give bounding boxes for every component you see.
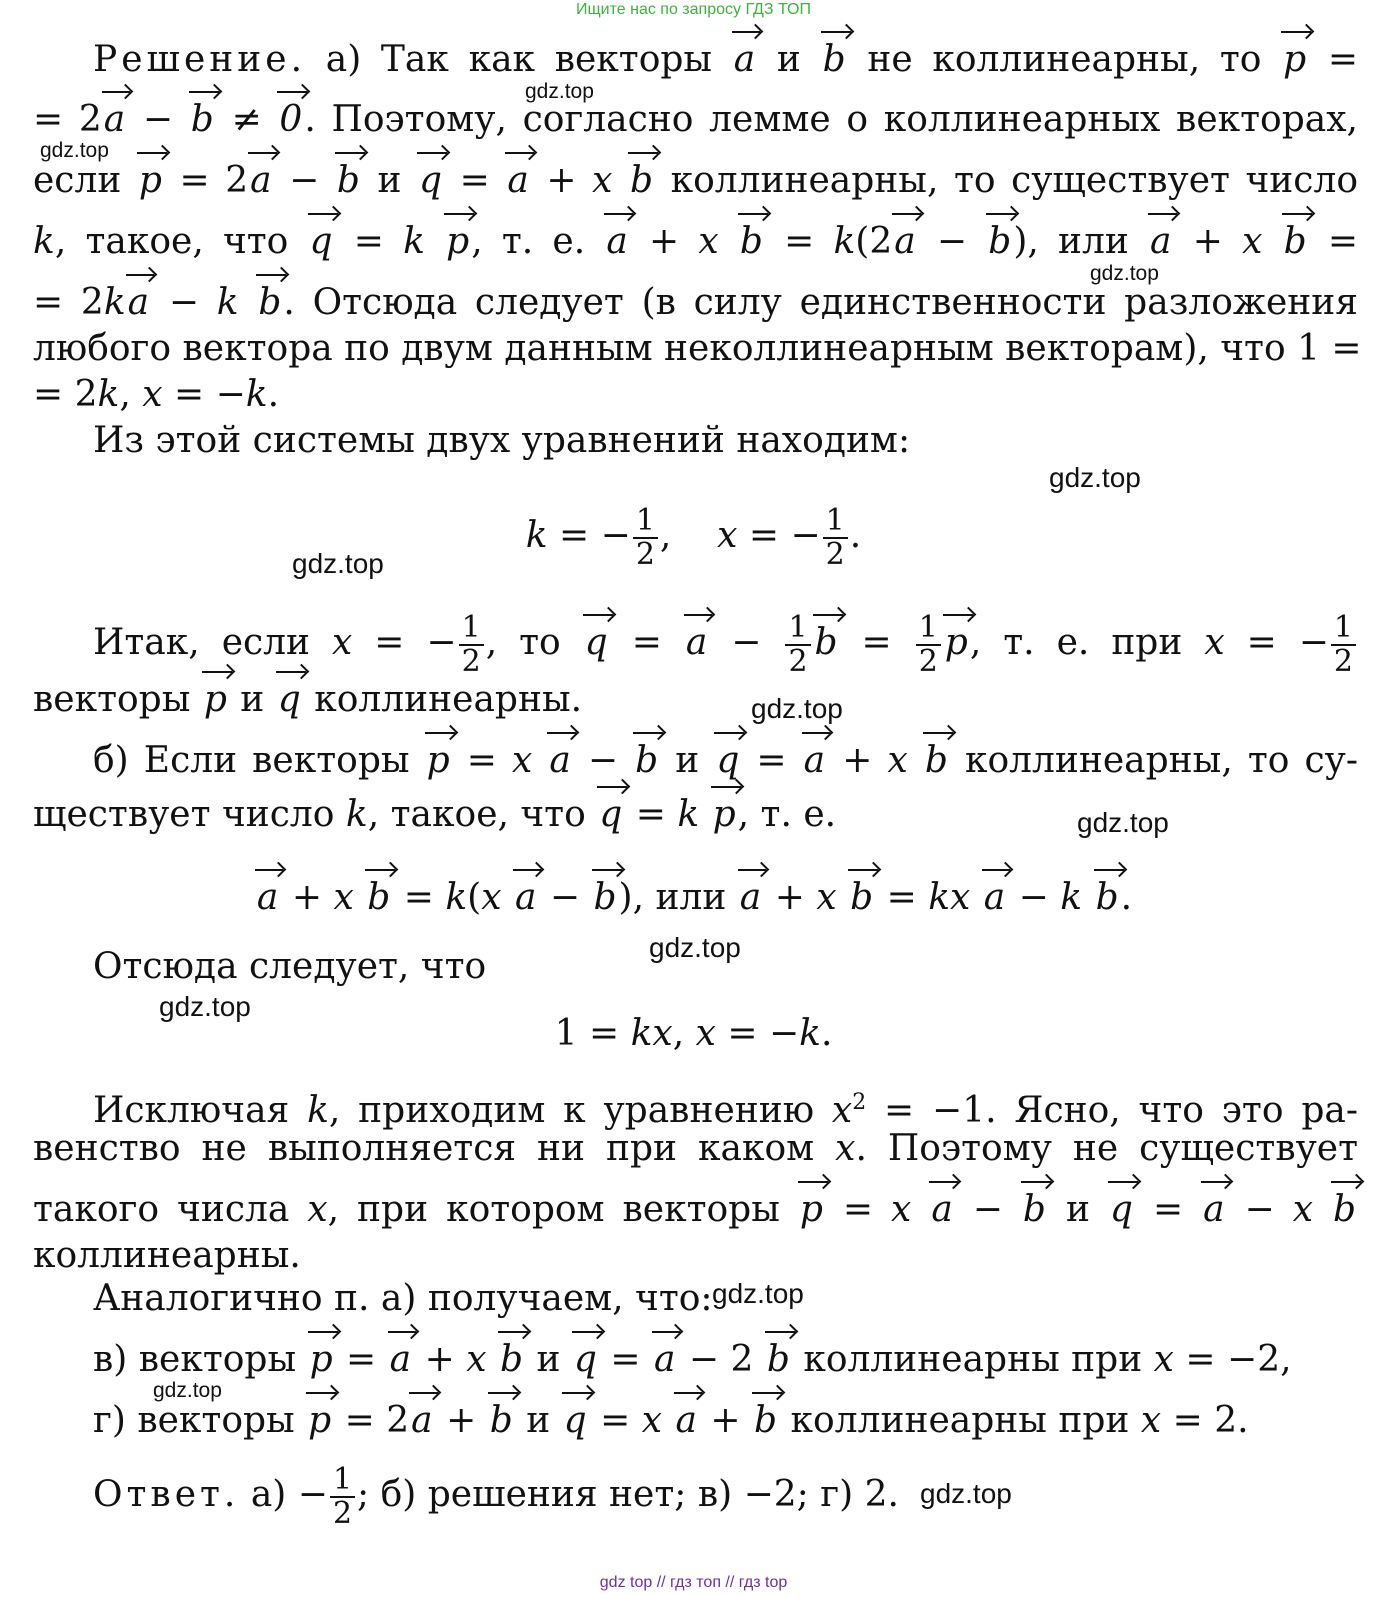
watermark: gdz.top [40, 139, 109, 162]
solution-label: Решение. [93, 39, 307, 80]
text-line: Из этой системы двух уравнений находим: [93, 420, 911, 461]
text-line: любого вектора по двум данным неколлинеарным векторам), что 1 = [33, 328, 1362, 369]
text-line: Отсюда следует, что [93, 946, 487, 987]
watermark: gdz.top [712, 1278, 804, 1309]
text-line: Исключая k, приходим к уравнению $x^2 = -1$. Ясно, что это ра- [93, 1090, 1359, 1131]
watermark: gdz.top [1090, 262, 1159, 285]
text-line: Аналогично п. а) получаем, что: [93, 1278, 713, 1319]
text-line: Итак, если x = − $\frac{1}{2}$ , то q = a − $\frac{1}{2}$ b = $\frac{1}{2}$ p, т. е. при x = − $\frac{1}{2}$ [93, 612, 1358, 678]
text-line: векторы p и q коллинеарны. [33, 677, 1358, 723]
text-line: ществует число k, такое, что q = k p, т. е. [33, 792, 1358, 838]
answer-line: Ответ. а) − $\frac{1}{2}$ ; б) решения нет; в) −2; г) 2. [93, 1462, 899, 1531]
watermark: gdz.top [525, 80, 594, 103]
watermark: gdz.top [159, 991, 251, 1022]
text-line: б) Если векторы p = x a − b и q = a + x b коллинеарны, то су- [93, 738, 1358, 784]
footer-note: gdz top // гдз топ // гдз top [599, 1574, 788, 1591]
text-line: Решение. а) Так как векторы a и b не коллинеарны, то p = [93, 37, 1358, 83]
watermark: gdz.top [920, 1478, 1012, 1509]
watermark: gdz.top [649, 932, 741, 963]
text-line: = 2ka − k b. Отсюда следует (в силу единственности разложения [33, 280, 1358, 326]
header-note: Ищите нас по запросу ГДЗ ТОП [576, 1, 811, 18]
watermark: gdz.top [1049, 462, 1141, 493]
text-line: венство не выполняется ни при каком x. Поэтому не существует [33, 1128, 1358, 1169]
equation: k = − $\frac{1}{2}$ , x = − $\frac{1}{2}$ . [525, 503, 862, 572]
equation: a + x b = k(x a − b), или a + x b = kx a − k b. [0, 875, 1387, 921]
answer-label: Ответ. [93, 1474, 240, 1515]
equation: 1 = kx, x = −k. [554, 1013, 833, 1054]
watermark: gdz.top [292, 548, 384, 579]
watermark: gdz.top [751, 693, 843, 724]
text-line: коллинеарны. [33, 1235, 301, 1276]
text-line: если p = 2a − b и q = a + x b коллинеарны, то существует число [33, 158, 1358, 204]
watermark: gdz.top [153, 1379, 222, 1402]
text-line: = 2a − b ≠ 0. Поэтому, согласно лемме о коллинеарных векторах, [33, 97, 1358, 143]
text-line: = 2k, x = −k. [33, 374, 280, 415]
text-line: в) векторы p = a + x b и q = a − 2 b коллинеарны при x = −2, [93, 1337, 1358, 1383]
text-line: такого числа x, при котором векторы p = x a − b и q = a − x b [33, 1187, 1358, 1233]
text-line: г) векторы p = 2a + b и q = x a + b коллинеарны при x = 2. [93, 1398, 1358, 1444]
text-line: k, такое, что q = k p, т. е. a + x b = k(2a − b), или a + x b = [33, 219, 1358, 265]
watermark: gdz.top [1077, 807, 1169, 838]
